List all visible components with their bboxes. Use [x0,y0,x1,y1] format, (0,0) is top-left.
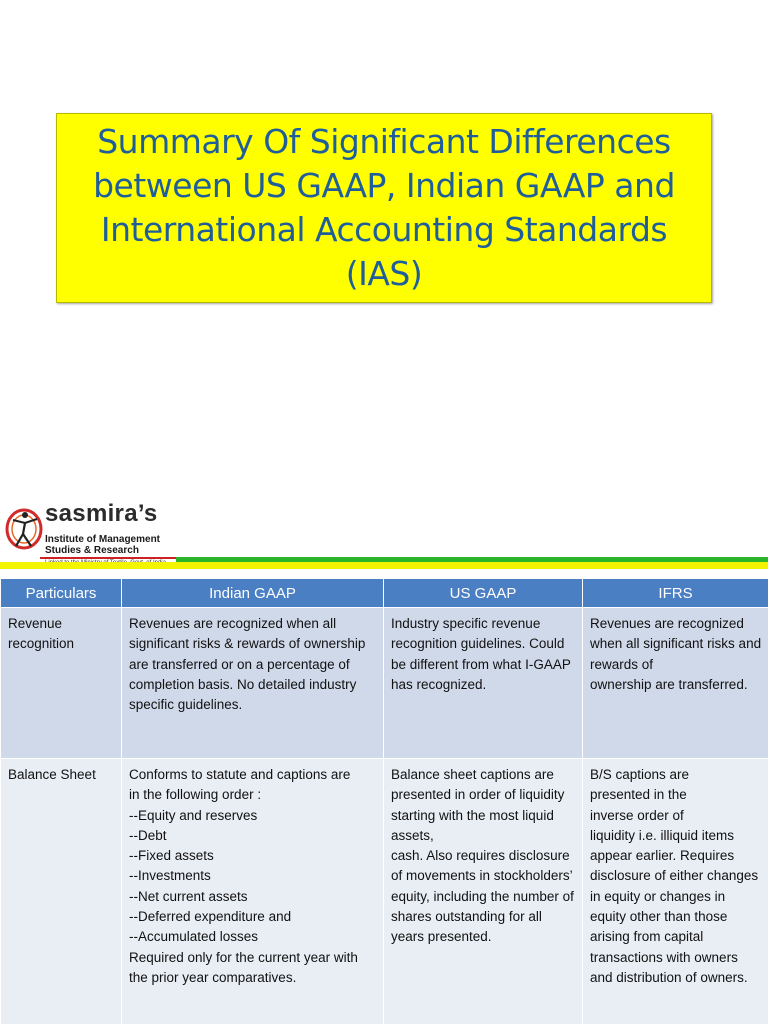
table-header-row [1,579,768,608]
header-particulars: Particulars [1,579,122,608]
cell-particular: Balance Sheet [1,759,122,1024]
cell-ifrs: Revenues are recognized when all significant risks and rewards of ownership are transferred. [583,608,768,759]
comparison-table [0,578,768,1024]
logo-emblem-icon [4,506,44,550]
logo-subtitle-1: Institute of Management [45,534,161,545]
table-row [1,759,768,1024]
logo-name: sasmira’s [45,500,158,527]
header-indian-gaap: Indian GAAP [122,579,384,608]
logo-subtitle-2: Studies & Research [45,545,139,556]
yellow-stripe [0,562,768,569]
cell-us-gaap: Balance sheet captions are presented in order of liquidity starting with the most liquid assets, cash. Also requires disclosure of movements in stockholders’ equity, including the number of shares outstanding for all years presented. [384,759,583,1024]
header-us-gaap: US GAAP [384,579,583,608]
title-box [56,113,712,303]
cell-us-gaap: Industry specific revenue recognition guidelines. Could be different from what I-GAAP has recognized. [384,608,583,759]
comparison-slide [0,474,768,1024]
header-stripes [0,557,768,569]
cell-indian-gaap: Revenues are recognized when all significant risks & rewards of ownership are transferred or on a percentage of completion basis. No detailed industry specific guidelines. [122,608,384,759]
header-ifrs: IFRS [583,579,768,608]
title-slide [0,0,768,474]
cell-ifrs: B/S captions are presented in the inverse order of liquidity i.e. illiquid items appear earlier. Requires disclosure of either changes in equity or changes in equity other than those arising from capital transactions with owners and distribution of owners. [583,759,768,1024]
slide-title: Summary Of Significant Differences between US GAAP, Indian GAAP and International Accounting Standards (IAS) [93,122,675,293]
cell-indian-gaap: Conforms to statute and captions are in the following order : --Equity and reserves --Debt --Fixed assets --Investments --Net current assets --Deferred expenditure and --Accumulated losses Required only for the current year with the prior year comparatives. [122,759,384,1024]
cell-particular: Revenue recognition [1,608,122,759]
table-row [1,608,768,759]
